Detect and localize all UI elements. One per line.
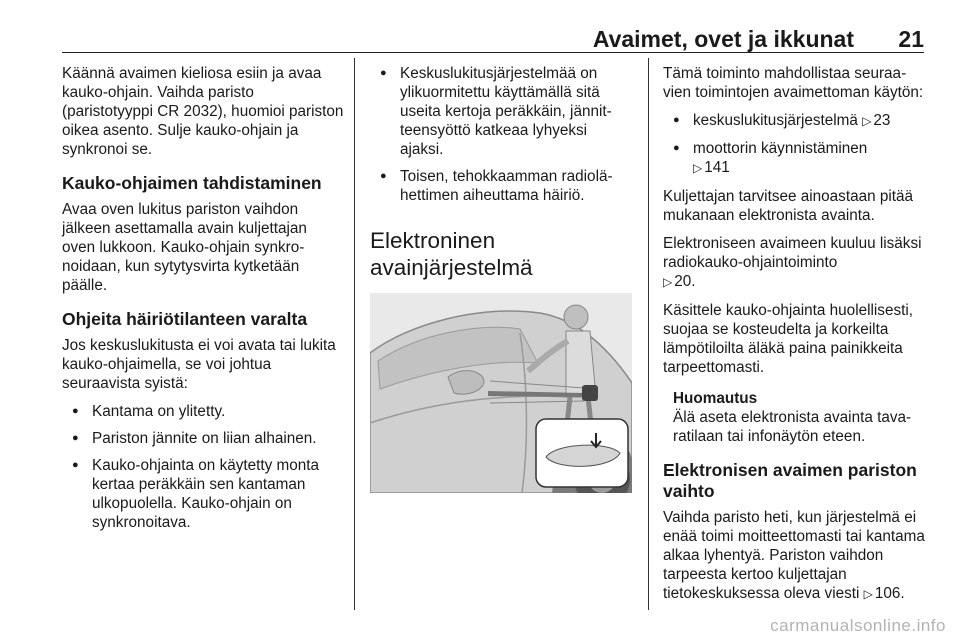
- sync-paragraph: Avaa oven lukitus pariston vaihdon jälkeen asettamalla avain kuljettajan oven lukkoon. Kauko-ohjain synkro-noidaan, kun sytytysvirta kytketään päälle.: [62, 201, 307, 294]
- carry-key-paragraph: Kuljettajan tarvitsee ainoastaan pitää mukanaan elektronista avainta.: [663, 188, 914, 224]
- note-text: Älä aseta elektronista avainta tava-ratilaan tai infonäytön eteen.: [673, 409, 912, 445]
- list-item: ● keskuslukitusjärjestelmä ▷ 23: [663, 111, 931, 131]
- fault-list-continued: [370, 64, 634, 205]
- fault-paragraph: Jos keskuslukitusta ei voi avata tai lukita kauko-ohjaimella, se voi johtua seuraavista syistä:: [62, 337, 336, 392]
- section-title: [370, 227, 634, 281]
- list-item: ● Kantama on ylitetty.: [62, 402, 344, 421]
- car-door-key-drawing: [370, 293, 632, 493]
- page-number: 21: [898, 26, 924, 52]
- page-reference-icon: ▷: [693, 161, 703, 175]
- sync-heading: Kauko-ohjaimen tahdistaminen: [62, 173, 322, 193]
- page-reference-icon: ▷: [862, 114, 872, 128]
- note-box: [663, 389, 931, 446]
- section-title-line1: Elektroninen: [370, 228, 496, 253]
- list-item: ● Keskuslukitusjärjestelmää on ylikuormitettu käyttämällä sitä useita kertoja peräkkäin, jännit-teensyöttö katkeaa lyhyeksi ajaksi.: [370, 64, 634, 159]
- electronic-key-illustration: [370, 293, 632, 493]
- list-item: ● Pariston jännite on liian alhainen.: [62, 429, 344, 448]
- column-2: [370, 64, 634, 493]
- column-1: [62, 64, 344, 541]
- page-reference-icon: ▷: [663, 275, 673, 289]
- note-title: Huomautus: [673, 390, 758, 407]
- function-intro-paragraph: Tämä toiminto mahdollistaa seuraa-vien toimintojen avaimettoman käytön:: [663, 65, 924, 101]
- battery-paragraph: Vaihda paristo heti, kun järjestelmä ei enää toimi moitteettomasti tai kantama alkaa lyhentyä. Pariston vaihdon tarpeesta kertoo kuljettajan tietokeskuksessa oleva viesti ▷ 106.: [663, 509, 925, 602]
- list-item: ● moottorin käynnistäminen ▷ 141: [663, 139, 931, 178]
- remote-function-paragraph: Elektroniseen avaimeen kuuluu lisäksi radiokauko-ohjaintoiminto ▷ 20.: [663, 235, 922, 290]
- column-divider-2: [648, 58, 649, 610]
- page-header: [62, 22, 924, 53]
- fault-list: [62, 402, 344, 532]
- handling-paragraph: Käsittele kauko-ohjainta huolellisesti, suojaa se kosteudelta ja korkeilta lämpötiloilta äläkä paina painikkeita tarpeettomasti.: [663, 302, 913, 376]
- column-3: [663, 64, 931, 613]
- battery-heading: Elektronisen avaimen pariston vaihto: [663, 460, 917, 501]
- function-list: [663, 111, 931, 178]
- list-item: ● Toisen, tehokkaamman radiolä-hettimen aiheuttama häiriö.: [370, 167, 634, 205]
- header-title: Avaimet, ovet ja ikkunat: [592, 26, 854, 52]
- list-item: ● Kauko-ohjainta on käytetty monta kertaa peräkkäin sen kantaman ulkopuolella. Kauko-ohjain on synkronoitava.: [62, 456, 344, 532]
- column-divider-1: [354, 58, 355, 610]
- battery-intro-paragraph: Käännä avaimen kieliosa esiin ja avaa kauko-ohjain. Vaihda paristo (paristotyyppi CR 2032), huomioi pariston oikea asento. Sulje kauko-ohjain ja synkronoi se.: [62, 65, 344, 158]
- fault-heading: Ohjeita häiriötilanteen varalta: [62, 309, 308, 329]
- section-title-line2: avainjärjestelmä: [370, 255, 533, 280]
- page-reference-icon: ▷: [863, 587, 873, 601]
- watermark: carmanualsonline.info: [770, 616, 946, 635]
